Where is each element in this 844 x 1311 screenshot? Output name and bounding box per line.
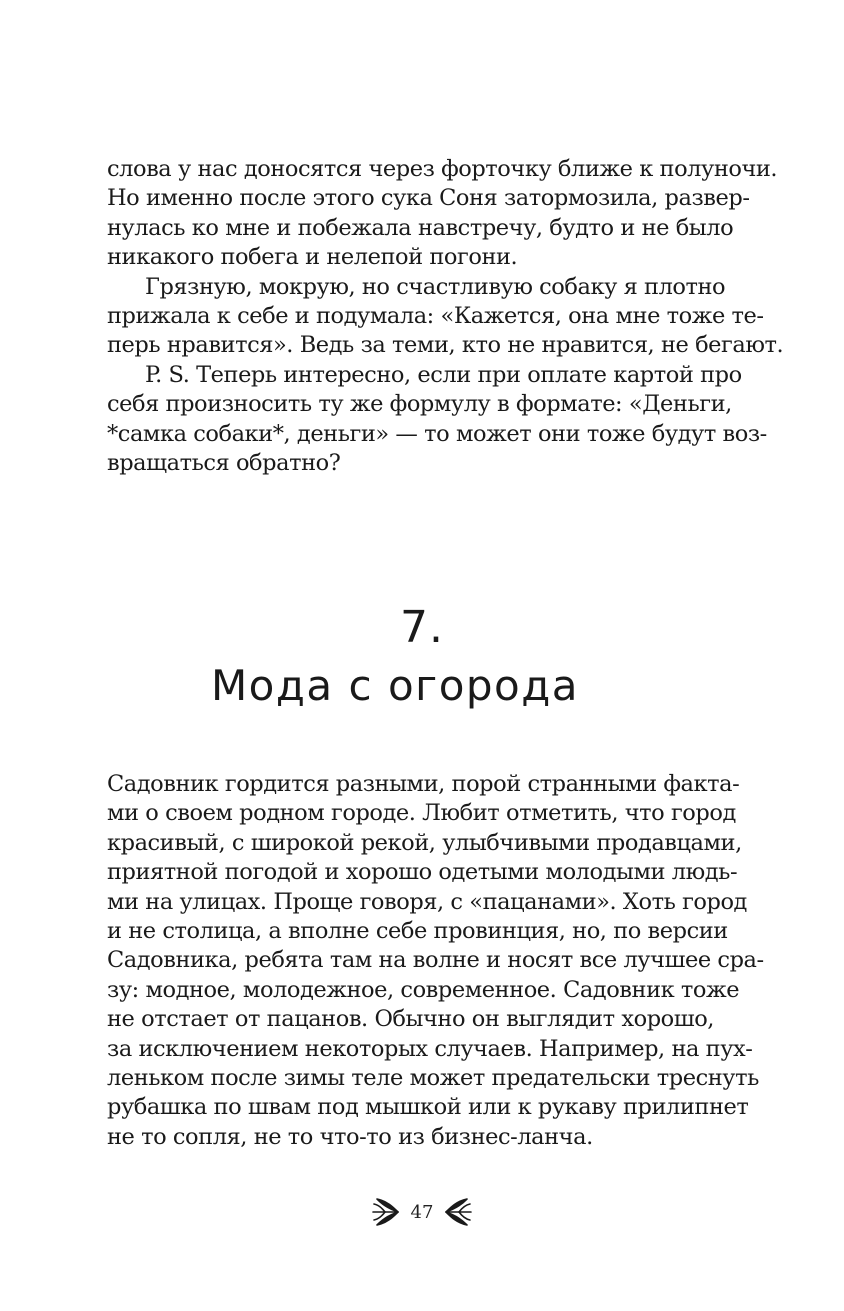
text-line: ми о своем родном городе. Любит отметить, что город <box>107 800 736 827</box>
page-number: 47 <box>410 1201 434 1223</box>
text-line: Грязную, мокрую, но счастливую собаку я плотно <box>145 273 726 300</box>
text-line: за исключением некоторых случаев. Например, на пух- <box>107 1035 753 1062</box>
text-line: зу: модное, молодежное, современное. Садовник тоже <box>107 976 740 1003</box>
text-line: прижала к себе и подумала: «Кажется, она мне тоже те- <box>107 302 764 329</box>
page-footer <box>0 1192 844 1232</box>
text-line: нулась ко мне и побежала навстречу, будто и не было <box>107 214 734 241</box>
text-line: *самка собаки*, деньги» — то может они тоже будут воз- <box>107 420 767 447</box>
text-line: слова у нас доносятся через форточку ближе к полуночи. <box>107 156 778 182</box>
text-line: и не столица, а вполне себе провинция, но, по версии <box>107 917 728 944</box>
chapter-number: 7. <box>400 602 444 653</box>
text-line: Садовник гордится разными, порой странными факта- <box>107 771 740 797</box>
chapter-title: Мода с огорода <box>210 661 580 710</box>
text-line: перь нравится». Ведь за теми, кто не нравится, не бегают. <box>107 332 784 359</box>
text-line: не то сопля, не то что-то из бизнес-ланча. <box>107 1123 593 1150</box>
text-line: вращаться обратно? <box>107 449 341 476</box>
text-line: леньком после зимы теле может предательски треснуть <box>107 1064 759 1091</box>
leaf-sprig-icon <box>443 1195 473 1229</box>
chapter-body-text <box>107 770 764 1152</box>
continuation-text <box>107 155 784 478</box>
text-line: себя произносить ту же формулу в формате: «Деньги, <box>107 391 732 418</box>
text-line: Но именно после этого сука Соня затормозила, развер- <box>107 185 750 212</box>
text-line: P. S. Теперь интересно, если при оплате картой про <box>145 361 742 388</box>
text-line: не отстает от пацанов. Обычно он выглядит хорошо, <box>107 1006 715 1033</box>
leaf-sprig-icon <box>371 1195 401 1229</box>
text-line: рубашка по швам под мышкой или к рукаву прилипнет <box>107 1094 749 1121</box>
text-line: ми на улицах. Проще говоря, с «пацанами». Хоть город <box>107 888 747 915</box>
text-line: Садовника, ребята там на волне и носят все лучшее сра- <box>107 947 764 974</box>
text-line: никакого побега и нелепой погони. <box>107 244 518 271</box>
text-line: красивый, с широкой рекой, улыбчивыми продавцами, <box>107 829 742 856</box>
text-line: приятной погодой и хорошо одетыми молодыми людь- <box>107 859 738 886</box>
